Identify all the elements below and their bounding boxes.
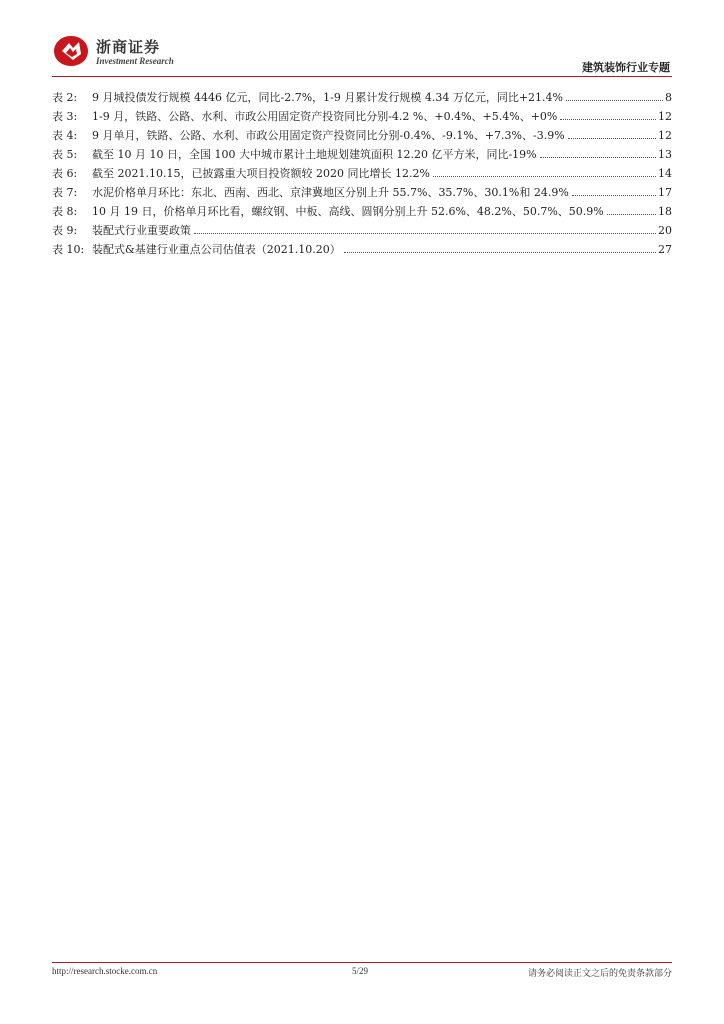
brand-subtitle: Investment Research bbox=[96, 56, 174, 66]
header-divider bbox=[52, 76, 672, 77]
toc-entry[interactable] bbox=[52, 240, 672, 259]
toc-entry[interactable] bbox=[52, 107, 672, 126]
toc-entry-page: 17 bbox=[658, 186, 672, 199]
toc-entry[interactable] bbox=[52, 183, 672, 202]
toc-entry-page: 12 bbox=[658, 129, 672, 142]
toc-entry-label: 表 4: bbox=[52, 129, 78, 142]
logo-icon bbox=[52, 34, 90, 68]
toc-entry[interactable] bbox=[52, 88, 672, 107]
toc-leader-dots bbox=[560, 118, 656, 120]
disclaimer-note: 请务必阅读正文之后的免责条款部分 bbox=[527, 969, 672, 979]
toc-entry-page: 8 bbox=[665, 91, 672, 104]
toc-entry[interactable] bbox=[52, 145, 672, 164]
toc-entry[interactable] bbox=[52, 164, 672, 183]
toc-entry-page: 13 bbox=[658, 148, 672, 161]
toc-entry-title: 9 月城投债发行规模 4446 亿元，同比-2.7%，1-9 月累计发行规模 4.34 万亿元，同比+21.4% bbox=[92, 91, 563, 104]
toc-entry-label: 表 2: bbox=[52, 91, 78, 104]
toc-entry-title: 截至 2021.10.15，已披露重大项目投资额较 2020 同比增长 12.2% bbox=[92, 167, 430, 180]
toc-entry-page: 20 bbox=[658, 224, 672, 237]
toc-leader-dots bbox=[572, 194, 656, 196]
toc-leader-dots bbox=[607, 213, 656, 215]
toc-leader-dots bbox=[566, 99, 663, 101]
toc-entry-title: 10 月 19 日，价格单月环比看，螺纹钢、中板、高线、圆钢分别上升 52.6%、48.2%、50.7%、50.9% bbox=[92, 205, 604, 218]
toc-entry-label: 表 9: bbox=[52, 224, 78, 237]
toc-entry-label: 表 3: bbox=[52, 110, 78, 123]
toc-entry-title: 装配式行业重要政策 bbox=[92, 224, 191, 237]
toc-entry[interactable] bbox=[52, 221, 672, 240]
toc-entry-page: 18 bbox=[658, 205, 672, 218]
toc-entry-title: 9 月单月，铁路、公路、水利、市政公用固定资产投资同比分别-0.4%、-9.1%、+7.3%、-3.9% bbox=[92, 129, 565, 142]
footer-divider bbox=[52, 962, 672, 963]
toc-entry-label: 表 10: bbox=[52, 243, 85, 256]
toc-entry-title: 水泥价格单月环比：东北、西南、西北、京津冀地区分别上升 55.7%、35.7%、30.1%和 24.9% bbox=[92, 186, 569, 199]
toc-leader-dots bbox=[344, 251, 656, 253]
page-number: 5/29 bbox=[352, 966, 369, 976]
toc-leader-dots bbox=[433, 175, 656, 177]
toc-entry-title: 装配式&基建行业重点公司估值表（2021.10.20） bbox=[92, 243, 341, 256]
brand-name: 浙商证券 bbox=[96, 38, 161, 56]
report-title: 建筑装饰行业专题 bbox=[582, 61, 670, 74]
toc-entry-label: 表 8: bbox=[52, 205, 78, 218]
toc-entry-label: 表 6: bbox=[52, 167, 78, 180]
toc-entry-label: 表 5: bbox=[52, 148, 78, 161]
toc-entry[interactable] bbox=[52, 202, 672, 221]
toc-leader-dots bbox=[194, 232, 656, 234]
table-of-tables bbox=[52, 88, 672, 259]
toc-leader-dots bbox=[568, 137, 656, 139]
toc-entry-page: 12 bbox=[658, 110, 672, 123]
toc-entry-title: 1-9 月，铁路、公路、水利、市政公用固定资产投资同比分别-4.2 %、+0.4%、+5.4%、+0% bbox=[92, 110, 558, 123]
toc-entry-title: 截至 10 月 10 日，全国 100 大中城市累计土地规划建筑面积 12.20 亿平方米，同比-19% bbox=[92, 148, 537, 161]
page-header bbox=[52, 34, 672, 78]
toc-entry-page: 14 bbox=[658, 167, 672, 180]
toc-entry-label: 表 7: bbox=[52, 186, 78, 199]
toc-leader-dots bbox=[540, 156, 656, 158]
footer-url-link[interactable]: http://research.stocke.com.cn bbox=[52, 966, 158, 976]
toc-entry[interactable] bbox=[52, 126, 672, 145]
toc-entry-page: 27 bbox=[658, 243, 672, 256]
